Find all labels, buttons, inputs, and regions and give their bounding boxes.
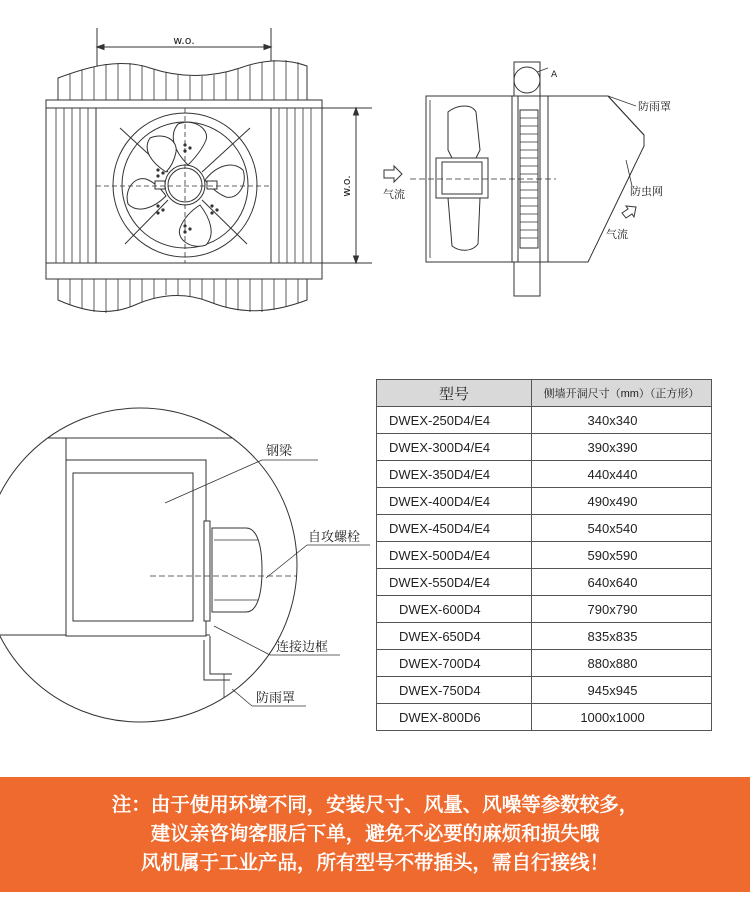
size-cell: 880x880 <box>532 650 712 677</box>
model-cell: DWEX-450D4/E4 <box>377 515 532 542</box>
table-row <box>377 542 712 569</box>
insect-net-label: 防虫网 <box>630 185 663 198</box>
size-cell: 540x540 <box>532 515 712 542</box>
size-cell: 440x440 <box>532 461 712 488</box>
airflow-out-label: 气流 <box>606 228 628 241</box>
point-a-label: A <box>551 70 558 80</box>
model-cell: DWEX-350D4/E4 <box>377 461 532 488</box>
table-row <box>377 596 712 623</box>
model-cell: DWEX-650D4 <box>377 623 532 650</box>
header-model: 型号 <box>377 380 532 407</box>
airflow-in-label: 气流 <box>383 188 405 201</box>
self-tapping-bolt-label: 自攻螺栓 <box>308 530 361 545</box>
size-cell: 945x945 <box>532 677 712 704</box>
table-header-row <box>377 380 712 407</box>
size-cell: 1000x1000 <box>532 704 712 731</box>
table-row <box>377 434 712 461</box>
size-cell: 640x640 <box>532 569 712 596</box>
model-cell: DWEX-250D4/E4 <box>377 407 532 434</box>
model-cell: DWEX-750D4 <box>377 677 532 704</box>
size-cell: 340x340 <box>532 407 712 434</box>
model-cell: DWEX-550D4/E4 <box>377 569 532 596</box>
height-dimension-label: w.o. <box>340 175 353 197</box>
size-cell: 490x490 <box>532 488 712 515</box>
rain-cover-label: 防雨罩 <box>638 100 671 113</box>
size-cell: 390x390 <box>532 434 712 461</box>
detail-rain-cover-label: 防雨罩 <box>256 691 296 706</box>
note-line-1: 注：由于使用环境不同，安装尺寸、风量、风噪等参数较多， <box>111 793 639 816</box>
size-cell: 590x590 <box>532 542 712 569</box>
header-size: 侧墙开洞尺寸（mm）（正方形） <box>532 380 712 407</box>
table-row <box>377 407 712 434</box>
table-row <box>377 461 712 488</box>
width-dimension-label: w.o. <box>173 34 195 47</box>
table-row <box>377 515 712 542</box>
note-line-2: 建议亲咨询客服后下单，避免不必要的麻烦和损失哦 <box>150 822 600 845</box>
size-cell: 835x835 <box>532 623 712 650</box>
side-view <box>384 62 644 296</box>
table-row <box>377 704 712 731</box>
note-banner <box>0 777 750 892</box>
model-cell: DWEX-600D4 <box>377 596 532 623</box>
table-row <box>377 677 712 704</box>
model-cell: DWEX-300D4/E4 <box>377 434 532 461</box>
table-row <box>377 623 712 650</box>
note-line-3: 风机属于工业产品，所有型号不带插头，需自行接线！ <box>140 851 609 874</box>
model-cell: DWEX-400D4/E4 <box>377 488 532 515</box>
steel-beam-label: 钢梁 <box>266 444 293 459</box>
spec-table <box>376 379 712 731</box>
table-row <box>377 488 712 515</box>
front-view <box>46 28 372 313</box>
connection-frame-label: 连接边框 <box>276 640 329 655</box>
model-cell: DWEX-700D4 <box>377 650 532 677</box>
size-cell: 790x790 <box>532 596 712 623</box>
table-row <box>377 569 712 596</box>
model-cell: DWEX-500D4/E4 <box>377 542 532 569</box>
model-cell: DWEX-800D6 <box>377 704 532 731</box>
table-row <box>377 650 712 677</box>
detail-view <box>0 408 370 740</box>
